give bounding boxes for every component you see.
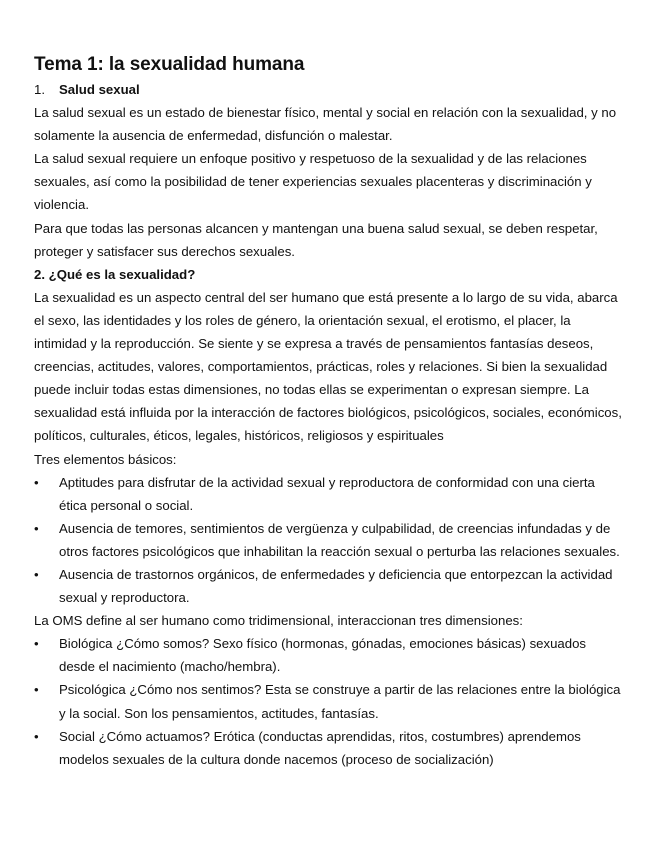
- list-item: • Ausencia de trastornos orgánicos, de enfermedades y deficiencia que entorpezcan la actividad sexual y reproductora.: [34, 563, 624, 609]
- section-1-paragraph: Para que todas las personas alcancen y mantengan una buena salud sexual, se deben respetar, proteger y satisfacer sus derechos sexuales.: [34, 220, 598, 259]
- document-title: Tema 1: la sexualidad humana: [34, 54, 305, 75]
- document-content: [34, 52, 624, 808]
- section-2-heading: 2. ¿Qué es la sexualidad?: [34, 266, 196, 282]
- elements-list: [34, 471, 624, 610]
- section-1-paragraph: La salud sexual requiere un enfoque positivo y respetuoso de la sexualidad y de las relaciones sexuales, así como la posibilidad de tener experiencias sexuales placenteras y discriminación y violencia.: [34, 151, 592, 213]
- section-2-paragraph: La sexualidad es un aspecto central del ser humano que está presente a lo largo de su vida, abarca el sexo, las identidades y los roles de género, la orientación sexual, el erotismo, el placer, la intimidad y la reproducción. Se siente y se expresa a través de pensamientos fantasías deseos, creencias, actitudes, valores, comportamientos, prácticas, roles y relaciones. Si bien la sexualidad puede incluir todas estas dimensiones, no todas ellas se experimentan o expresan siempre. La sexualidad está influida por la interacción de factores biológicos, psicológicos, sociales, económicos, políticos, culturales, éticos, legales, históricos, religiosos y espirituales: [34, 289, 622, 444]
- list-item: • Psicológica ¿Cómo nos sentimos? Esta se construye a partir de las relaciones entre la biológica y la social. Son los pensamientos, actitudes, fantasías.: [34, 678, 624, 724]
- list-item: • Aptitudes para disfrutar de la actividad sexual y reproductora de conformidad con una cierta ética personal o social.: [34, 471, 624, 517]
- section-1-number: 1.: [34, 82, 45, 97]
- list-item: • Ausencia de temores, sentimientos de vergüenza y culpabilidad, de creencias infundadas y de otros factores psicológicos que inhabilitan la reacción sexual o perturba las relaciones sexuales.: [34, 517, 624, 563]
- dimensions-list: [34, 632, 624, 771]
- list-item: • Biológica ¿Cómo somos? Sexo físico (hormonas, gónadas, emociones básicas) sexuados desde el nacimiento (macho/hembra).: [34, 632, 624, 678]
- oms-intro: La OMS define al ser humano como tridimensional, interaccionan tres dimensiones:: [34, 613, 523, 629]
- elements-intro: Tres elementos básicos:: [34, 451, 177, 467]
- list-item: • Social ¿Cómo actuamos? Erótica (conductas aprendidas, ritos, costumbres) aprendemos modelos sexuales de la cultura donde nacemos (proceso de socialización): [34, 725, 624, 771]
- section-1-paragraph: La salud sexual es un estado de bienestar físico, mental y social en relación con la sexualidad, y no solamente la ausencia de enfermedad, disfunción o malestar.: [34, 105, 617, 144]
- section-1-heading: [34, 78, 624, 101]
- section-1-title: Salud sexual: [59, 82, 140, 97]
